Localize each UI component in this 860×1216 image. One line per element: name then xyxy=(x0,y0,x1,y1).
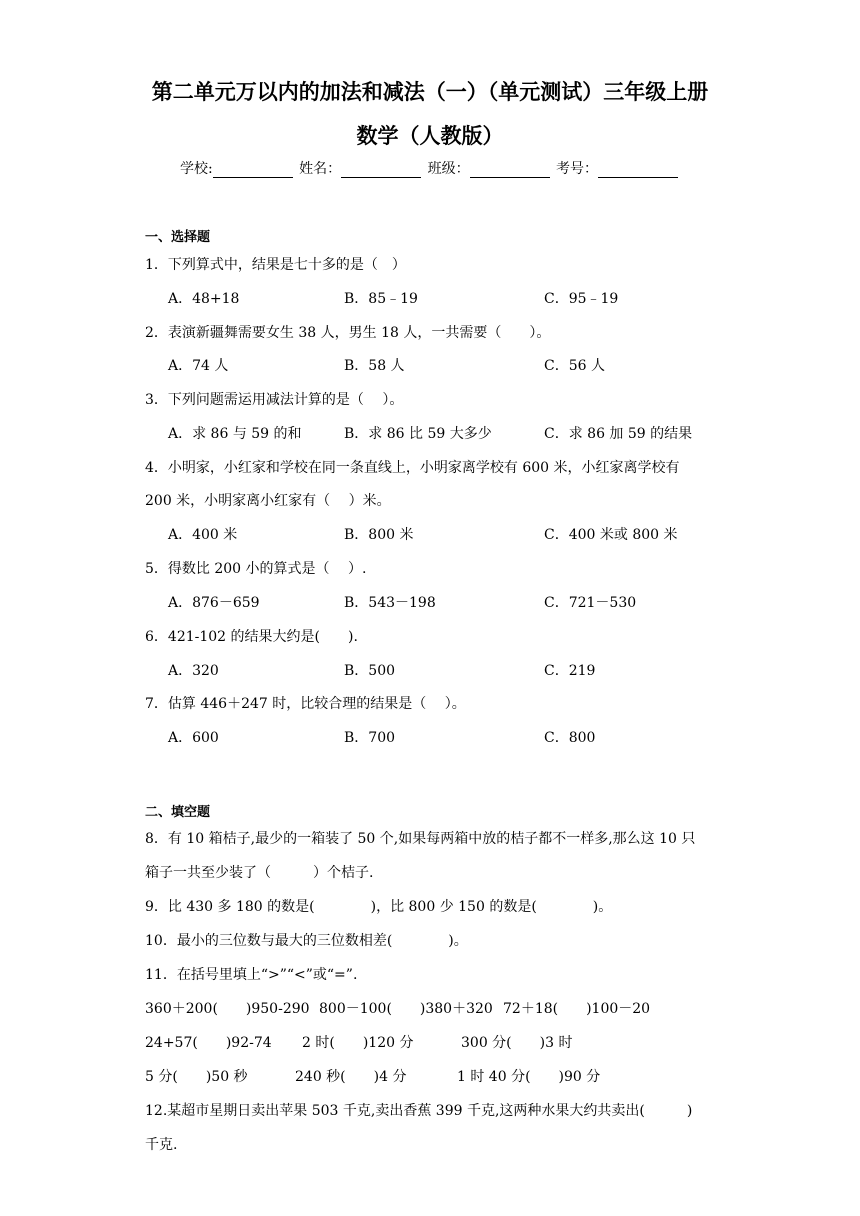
exam-no-label: 考号： xyxy=(556,161,599,177)
compare-item: 1 时 40 分( )90 分 xyxy=(457,1069,601,1085)
section-heading-fill: 二、填空题 xyxy=(145,805,211,820)
option-a: A．320 xyxy=(168,663,219,679)
page-subtitle: 数学（人教版） xyxy=(356,124,504,148)
school-label: 学校: xyxy=(179,161,213,177)
option-b: B．500 xyxy=(344,663,396,679)
section-heading-choice: 一、选择题 xyxy=(145,230,211,245)
option-b: B．58 人 xyxy=(344,358,405,374)
question-4: 4．小明家，小红家和学校在同一条直线上，小明家离学校有 600 米，小红家离学校有 xyxy=(145,460,680,476)
question-11: 11．在括号里填上“>”“<”或“=”. xyxy=(145,967,358,983)
question-5: 5．得数比 200 小的算式是（ ）. xyxy=(145,561,367,577)
compare-item: 360＋200( )950-290 xyxy=(145,1001,310,1017)
option-c: C．800 xyxy=(544,730,596,746)
compare-item: 240 秒( )4 分 xyxy=(295,1069,407,1085)
option-c: C．95﹣19 xyxy=(544,291,619,307)
class-label: 班级： xyxy=(427,161,470,177)
option-b: B．85﹣19 xyxy=(344,291,418,307)
option-a: A．400 米 xyxy=(168,527,238,543)
option-a: A．74 人 xyxy=(168,358,229,374)
compare-item: 300 分( )3 时 xyxy=(461,1035,573,1051)
option-a: A．876－659 xyxy=(168,595,260,611)
question-7: 7．估算 446＋247 时，比较合理的结果是（ ）。 xyxy=(145,696,466,712)
question-2: 2．表演新疆舞需要女生 38 人，男生 18 人，一共需要（ ）。 xyxy=(145,325,551,341)
option-c: C．56 人 xyxy=(544,358,605,374)
option-b: B．700 xyxy=(344,730,396,746)
school-blank[interactable] xyxy=(213,163,293,178)
name-blank[interactable] xyxy=(341,163,421,178)
question-12: 12.某超市星期日卖出苹果 503 千克,卖出香蕉 399 千克,这两种水果大约共卖出( ) xyxy=(145,1103,693,1119)
question-8: 8．有 10 箱桔子,最少的一箱装了 50 个,如果每两箱中放的桔子都不一样多,那么这 10 只 xyxy=(145,831,696,847)
option-a: A．600 xyxy=(168,730,219,746)
compare-item: 5 分( )50 秒 xyxy=(145,1069,248,1085)
option-a: A．求 86 与 59 的和 xyxy=(168,426,302,442)
question-3: 3．下列问题需运用减法计算的是（ ）。 xyxy=(145,392,404,408)
question-8-cont: 箱子一共至少装了（ ）个桔子. xyxy=(145,865,374,881)
compare-item: 24+57( )92-74 xyxy=(145,1035,272,1051)
compare-item: 2 时( )120 分 xyxy=(302,1035,414,1051)
class-blank[interactable] xyxy=(470,163,550,178)
question-4-cont: 200 米，小明家离小红家有（ ）米。 xyxy=(145,493,391,509)
name-label: 姓名： xyxy=(299,161,342,177)
question-1: 1．下列算式中，结果是七十多的是（ ） xyxy=(145,257,406,273)
question-6: 6．421-102 的结果大约是( ). xyxy=(145,629,358,645)
option-b: B．求 86 比 59 大多少 xyxy=(344,426,492,442)
question-10: 10．最小的三位数与最大的三位数相差( )。 xyxy=(145,933,468,949)
option-b: B．543－198 xyxy=(344,595,436,611)
option-b: B．800 米 xyxy=(344,527,414,543)
exam-no-blank[interactable] xyxy=(598,163,678,178)
option-c: C．求 86 加 59 的结果 xyxy=(544,426,693,442)
option-c: C．400 米或 800 米 xyxy=(544,527,678,543)
compare-item: 800－100( )380＋320 xyxy=(319,1001,493,1017)
student-info-line xyxy=(0,158,860,178)
question-9: 9．比 430 多 180 的数是( )，比 800 少 150 的数是( )。 xyxy=(145,899,613,915)
page-title: 第二单元万以内的加法和减法（一）（单元测试）三年级上册 xyxy=(151,80,709,104)
option-c: C．721－530 xyxy=(544,595,637,611)
compare-item: 72＋18( )100－20 xyxy=(503,1001,651,1017)
option-a: A．48+18 xyxy=(168,291,240,307)
option-c: C．219 xyxy=(544,663,596,679)
question-12-cont: 千克. xyxy=(145,1137,178,1153)
